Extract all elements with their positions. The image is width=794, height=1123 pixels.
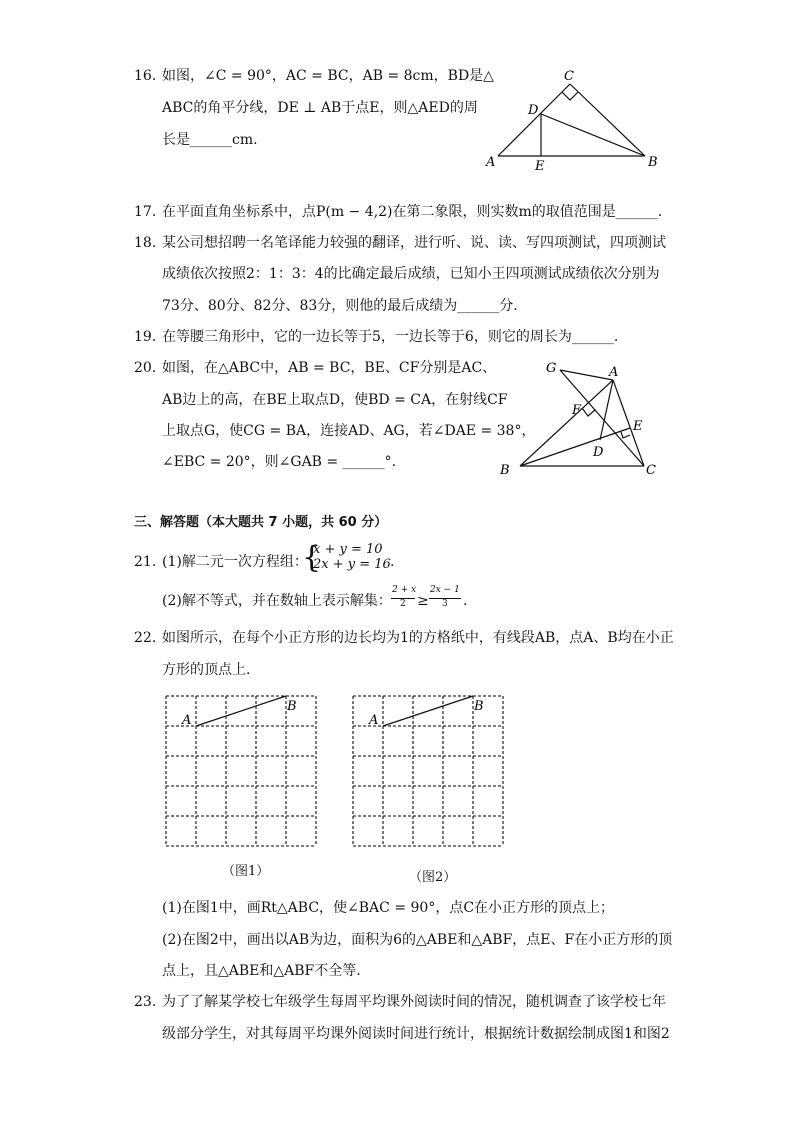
q20-label-a: A: [609, 365, 619, 380]
q21-equation-1: x + y = 10: [313, 542, 383, 557]
q22-grid-figure-1: [160, 690, 322, 852]
q23-line-2: 级部分学生，对其每周平均课外阅读时间进行统计，根据统计数据绘制成图1和图2: [162, 1026, 670, 1042]
q22-figure-2-caption: （图2）: [409, 870, 457, 885]
q16-label-a: A: [486, 155, 496, 170]
q16-label-b: B: [648, 155, 658, 170]
q18-line-2: 成绩依次按照2：1：3：4的比确定最后成绩，已知小王四项测试成绩依次分别为: [162, 266, 660, 282]
q22-sub-1: (1)在图1中，画Rt△ABC，使∠BAC = 90°，点C在小正方形的顶点上；: [162, 900, 615, 916]
fig1-label-a: A: [182, 713, 192, 728]
q16-line-3: 长是______cm.: [162, 132, 258, 148]
q16-line-2: ABC的角平分线，DE ⊥ AB于点E，则△AED的周: [162, 100, 478, 116]
q23-line-1: 为了了解某学校七年级学生每周平均课外阅读时间的情况，随机调查了该学校七年: [162, 994, 666, 1010]
q16-triangle-figure: [480, 64, 670, 176]
q20-label-f: F: [572, 403, 582, 418]
q18-line-1: 某公司想招聘一名笔译能力较强的翻译，进行听、说、读、写四项测试，四项测试: [162, 235, 666, 251]
q20-label-d: D: [593, 445, 604, 460]
q22-figure-1-caption: （图1）: [222, 864, 270, 879]
q20-line-3: 上取点G，使CG = BA，连接AD、AG，若∠DAE = 38°，: [162, 423, 536, 439]
q20-label-e: E: [633, 419, 643, 434]
q20-label-b: B: [500, 463, 510, 478]
q16-number: 16.: [134, 68, 157, 84]
q21-part2-suffix: .: [463, 593, 468, 609]
q21-fraction-2-numerator: 2x − 1: [430, 585, 460, 595]
q20-label-c: C: [646, 463, 656, 478]
q16-label-e: E: [535, 159, 545, 174]
fig2-label-b: B: [474, 699, 484, 714]
q17-number: 17.: [134, 204, 157, 220]
q16-label-d: D: [528, 103, 539, 118]
q19-line-1: 在等腰三角形中，它的一边长等于5，一边长等于6，则它的周长为______.: [162, 329, 619, 345]
q20-triangle-figure: [492, 356, 664, 478]
q21-equation-2: 2x + y = 16: [313, 557, 391, 572]
q16-label-c: C: [564, 69, 574, 84]
q22-sub-2: (2)在图2中，画出以AB为边，面积为6的△ABE和△ABF，点E、F在小正方形的顶: [162, 932, 673, 948]
q22-number: 22.: [134, 630, 157, 646]
q22-line-1: 如图所示，在每个小正方形的边长均为1的方格纸中，有线段AB，点A、B均在小正: [162, 630, 674, 646]
q21-fraction-1-denominator: 2: [400, 599, 406, 609]
q21-number: 21.: [134, 554, 157, 570]
q20-line-2: AB边上的高，在BE上取点D，使BD = CA，在射线CF: [162, 392, 508, 408]
q22-grid-figure-2: [347, 690, 509, 852]
q22-sub-3: 点上，且△ABE和△ABF不全等.: [162, 963, 361, 979]
q18-number: 18.: [134, 235, 157, 251]
q21-geq-sign: ≥: [417, 593, 429, 609]
fig1-label-b: B: [287, 699, 297, 714]
q21-part1-suffix: .: [390, 554, 395, 570]
q20-line-1: 如图，在△ABC中，AB = BC，BE、CF分别是AC、: [162, 360, 497, 376]
q17-line-1: 在平面直角坐标系中，点P(m − 4,2)在第二象限，则实数m的取值范围是______.: [162, 204, 663, 220]
q21-fraction-2-denominator: 3: [442, 599, 448, 609]
q20-number: 20.: [134, 360, 157, 376]
q19-number: 19.: [134, 329, 157, 345]
section-3-title: 三、解答题（本大题共 7 小题，共 60 分）: [134, 515, 388, 530]
q21-brace: {: [302, 540, 322, 575]
q18-line-3: 73分、80分、82分、83分，则他的最后成绩为______分.: [162, 298, 518, 314]
q20-line-4: ∠EBC = 20°，则∠GAB = ______°.: [162, 454, 397, 470]
q23-number: 23.: [134, 994, 157, 1010]
q16-line-1: 如图，∠C = 90°，AC = BC，AB = 8cm，BD是△: [162, 68, 494, 84]
q21-part1-prefix: (1)解二元一次方程组：: [162, 554, 308, 570]
q21-fraction-1-numerator: 2 + x: [392, 585, 417, 595]
q20-label-g: G: [546, 361, 557, 376]
q21-part2-prefix: (2)解不等式，并在数轴上表示解集：: [162, 593, 392, 609]
q22-line-2: 方形的顶点上.: [162, 662, 251, 678]
fig2-label-a: A: [369, 713, 379, 728]
